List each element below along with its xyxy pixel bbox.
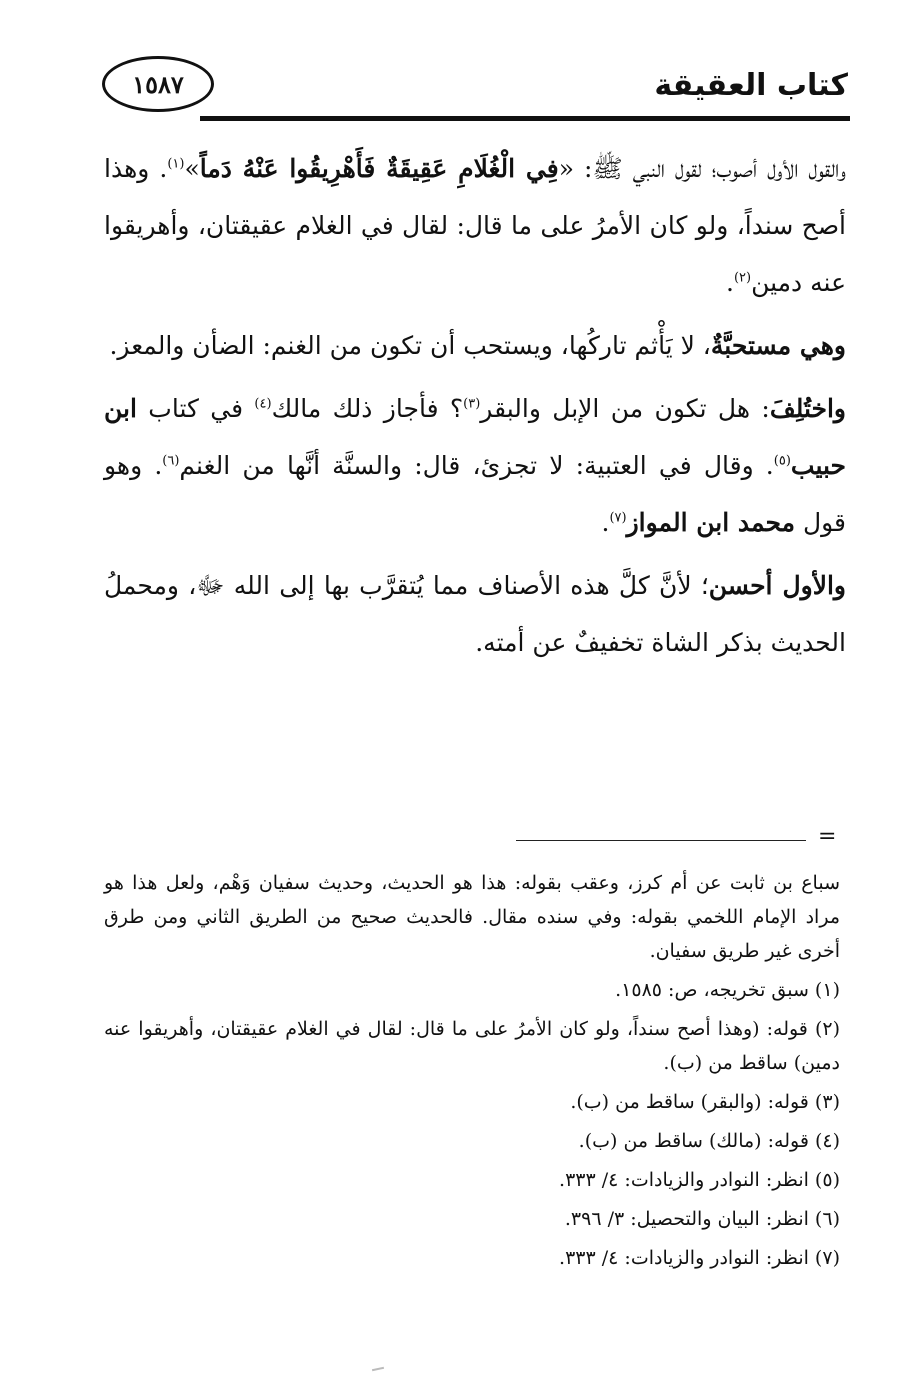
text-run: : هل تكون من الإبل والبقر	[480, 394, 770, 423]
text-run: . وهذا أصح سنداً، ولو كان الأمرُ على ما قال: لقال في الغلام عقيقتان، وأهريقوا عنه دمين	[104, 154, 846, 297]
footnote-7: (٧) انظر: النوادر والزيادات: ٤/ ٣٣٣.	[559, 1247, 840, 1269]
text-run: .	[725, 268, 734, 297]
footnote-3: (٣) قوله: (والبقر) ساقط من (ب).	[570, 1091, 840, 1113]
scan-mark	[372, 1367, 384, 1371]
footnote-5: (٥) انظر: النوادر والزيادات: ٤/ ٣٣٣.	[559, 1169, 840, 1191]
footnote-4: (٤) قوله: (مالك) ساقط من (ب).	[578, 1130, 840, 1152]
bold-term: وهي مستحبَّةٌ	[710, 331, 846, 360]
footnote-ref-4[interactable]: (٤)	[254, 396, 272, 412]
footnote-ref-6[interactable]: (٦)	[162, 453, 180, 469]
footnote-ref-5[interactable]: (٥)	[773, 453, 791, 469]
continuation-mark: =	[818, 824, 837, 849]
text-run: ، لا يَأْثم تاركُها، ويستحب أن تكون من الغنم: الضأن والمعز.	[109, 331, 711, 360]
paragraph-1	[104, 140, 846, 311]
bold-name: ابن حبيب	[104, 394, 846, 480]
header-rule	[200, 116, 850, 121]
footnote-continuation: سباع بن ثابت عن أم كرز، وعقب بقوله: هذا هو الحديث، وحديث سفيان وَهْم، ولعل هذا هو مراد الإمام اللخمي بقوله: وفي سنده مقال. فالحديث صحيح من الطريق الثاني ومن طرق أخرى غير طريق سفيان.	[104, 872, 840, 962]
bold-term: والأول أحسن	[708, 571, 846, 600]
footnote-separator	[516, 840, 806, 841]
footnote-ref-1[interactable]: (١)	[167, 156, 185, 172]
paragraph-3	[104, 380, 846, 551]
text-run: ؛ لأنَّ كلَّ هذه الأصناف مما يُتقرَّب بها إلى الله ﷻ، ومحملُ الحديث بذكر الشاة تخفيفٌ عن أمته.	[104, 571, 846, 657]
text-run: . وهو قول	[104, 451, 846, 537]
text-run: ؟ فأجاز ذلك مالك	[271, 394, 464, 423]
footnote-6: (٦) انظر: البيان والتحصيل: ٣/ ٣٩٦.	[564, 1208, 840, 1230]
text-run: »	[184, 154, 200, 183]
paragraph-4	[104, 557, 846, 671]
footnote-1: (١) سبق تخريجه، ص: ١٥٨٥.	[615, 979, 840, 1001]
footnotes	[104, 866, 840, 1275]
footnote-ref-3[interactable]: (٣)	[463, 396, 481, 412]
text-run: والقول الأول أصوب؛ لقول النبي ﷺ: «	[558, 154, 847, 183]
page-number: ١٥٨٧	[102, 56, 214, 112]
text-run: في كتاب	[136, 394, 255, 423]
text-run: . وقال في العتبية: لا تجزئ، قال: والسنَّة أنَّها من الغنم	[179, 451, 774, 480]
footnote-ref-7[interactable]: (٧)	[609, 510, 627, 526]
bold-term: واختُلِفَ	[769, 394, 846, 423]
paragraph-2	[104, 317, 846, 374]
bold-name: محمد ابن المواز	[626, 508, 796, 537]
footnote-ref-2[interactable]: (٢)	[733, 270, 752, 286]
hadith-quote: فِي الْغُلَامِ عَقِيقَةٌ فَأَهْرِيقُوا عَنْهُ دَماً	[199, 154, 559, 183]
book-title: كتاب العقيقة	[654, 68, 848, 103]
page-header	[100, 48, 850, 128]
main-text	[104, 140, 846, 677]
footnote-2: (٢) قوله: (وهذا أصح سنداً، ولو كان الأمرُ على ما قال: لقال في الغلام عقيقتان، وأهريقوا عنه دمين) ساقط من (ب).	[104, 1018, 840, 1074]
text-run: .	[601, 508, 610, 537]
